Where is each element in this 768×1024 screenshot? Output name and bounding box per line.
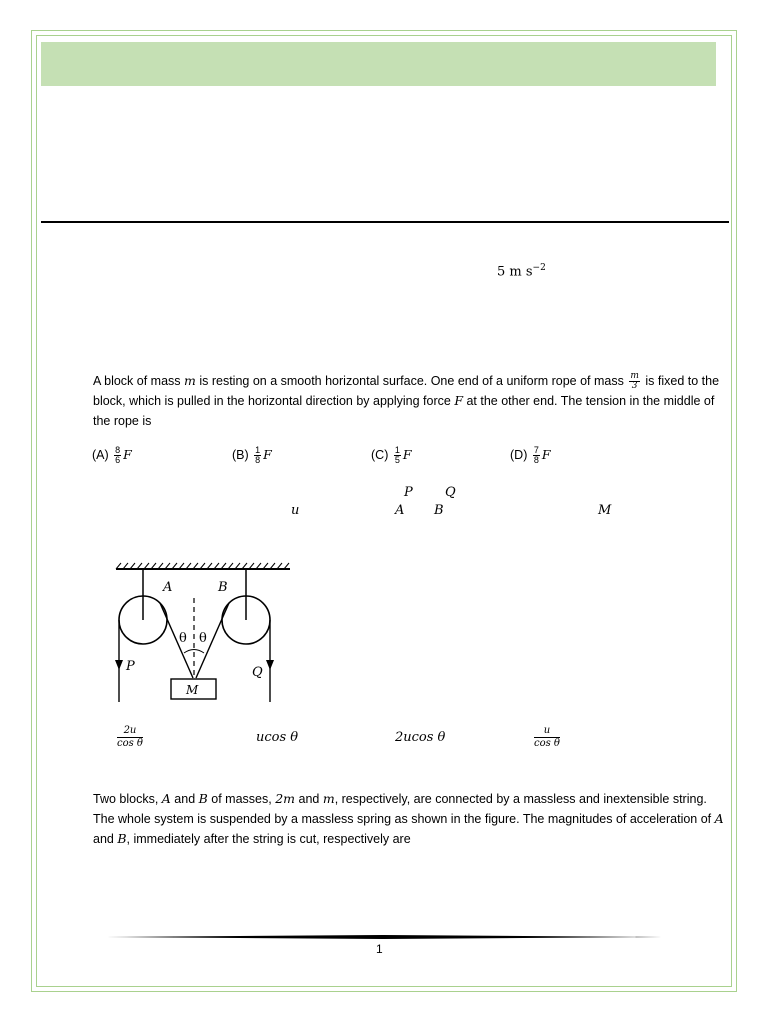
frac-den: 5 [394,455,400,465]
units-expression [497,263,546,279]
arrow-Q-icon [266,660,274,670]
option-label: (C) [371,447,392,462]
fragment-u: u [291,503,300,518]
fragment-B: B [434,503,444,518]
figure-label-A: A [163,580,173,595]
frac-den: 6 [115,455,121,465]
q1-var-m: m [184,373,196,388]
q2-segment: and [93,832,118,846]
answer-c[interactable]: 2ucos θ [395,730,446,745]
answer-a-num: 2u [117,725,143,738]
arrow-P-icon [115,660,123,670]
frac-num: 1 [255,445,261,455]
frac-num: 1 [394,445,400,455]
rope-left-to-block [160,603,193,678]
option-fraction [114,446,121,465]
option-fraction [394,446,401,465]
q2-var-A: A [714,811,724,826]
option-label: (B) [232,447,253,462]
frac-num: 8 [115,445,121,455]
q2-var-B: B [117,831,127,846]
q1-segment: A block of mass [93,374,185,388]
q2-segment: of masses, [207,792,276,806]
q2-var-B: B [198,791,208,806]
answer-d-den: cos θ [534,738,560,749]
units-exponent: −2 [532,263,546,273]
q1-var-F: F [454,393,463,409]
q2-var-2m: 2m [275,791,296,806]
option-label: (D) [510,447,531,462]
q2-var-m: m [322,791,335,806]
option-d[interactable] [510,446,551,465]
answer-b[interactable]: ucos θ [256,730,299,745]
page-number: 1 [376,942,383,956]
header-rule [41,221,729,223]
units-text: 5 m s [497,264,533,280]
fragment-P: P [404,485,413,500]
option-var: F [123,446,132,462]
question-1-text [93,371,723,431]
figure-label-P: P [126,659,135,674]
header-band [41,42,716,86]
q2-segment: , immediately after the string is cut, respectively are [126,832,411,846]
option-var: F [541,446,551,462]
answer-a[interactable] [117,725,143,750]
q1-frac-den: 3 [631,381,638,392]
frac-den: 8 [533,455,539,465]
q2-segment: , respectively, are connected by a massless and inextensible string. The whole system is suspended by a massless spring as shown in the figure. The magnitudes of acceleration of [93,792,715,826]
answer-d[interactable] [534,725,560,750]
theta-left-label: θ [179,631,187,646]
frac-den: 8 [255,455,261,465]
answer-d-num: u [534,725,560,738]
fragment-M: M [598,503,612,518]
figure-label-B: B [218,580,228,595]
option-fraction [533,446,540,465]
q1-segment: is resting on a smooth horizontal surface. One end of a uniform rope of mass [195,374,628,388]
option-label: (A) [92,447,113,462]
option-c[interactable] [371,446,412,465]
option-var: F [402,446,412,462]
q1-frac-num: m [630,371,639,382]
q1-segment: is fixed to the block, which is pulled in the horizontal direction by applying force [93,374,720,409]
q2-segment: and [170,792,199,806]
question-2-text [93,789,727,849]
footer-rule [106,935,662,939]
option-fraction [254,446,261,465]
option-b[interactable] [232,446,272,465]
frac-num: 7 [533,445,539,455]
option-a[interactable] [92,446,132,465]
q1-segment: at the other end. The tension in the middle of the rope is [93,394,715,429]
figure-label-Q: Q [252,665,263,680]
q2-var-A: A [161,791,171,806]
pulley-figure [108,560,298,710]
option-var: F [263,446,272,462]
fragment-Q: Q [445,485,456,500]
q2-segment: Two blocks, [93,792,162,806]
answer-a-den: cos θ [117,738,143,749]
q2-segment: and [295,792,323,806]
fragment-A: A [395,503,405,518]
q1-fraction [629,372,640,391]
theta-right-label: θ [199,631,207,646]
figure-label-M: M [186,683,199,697]
